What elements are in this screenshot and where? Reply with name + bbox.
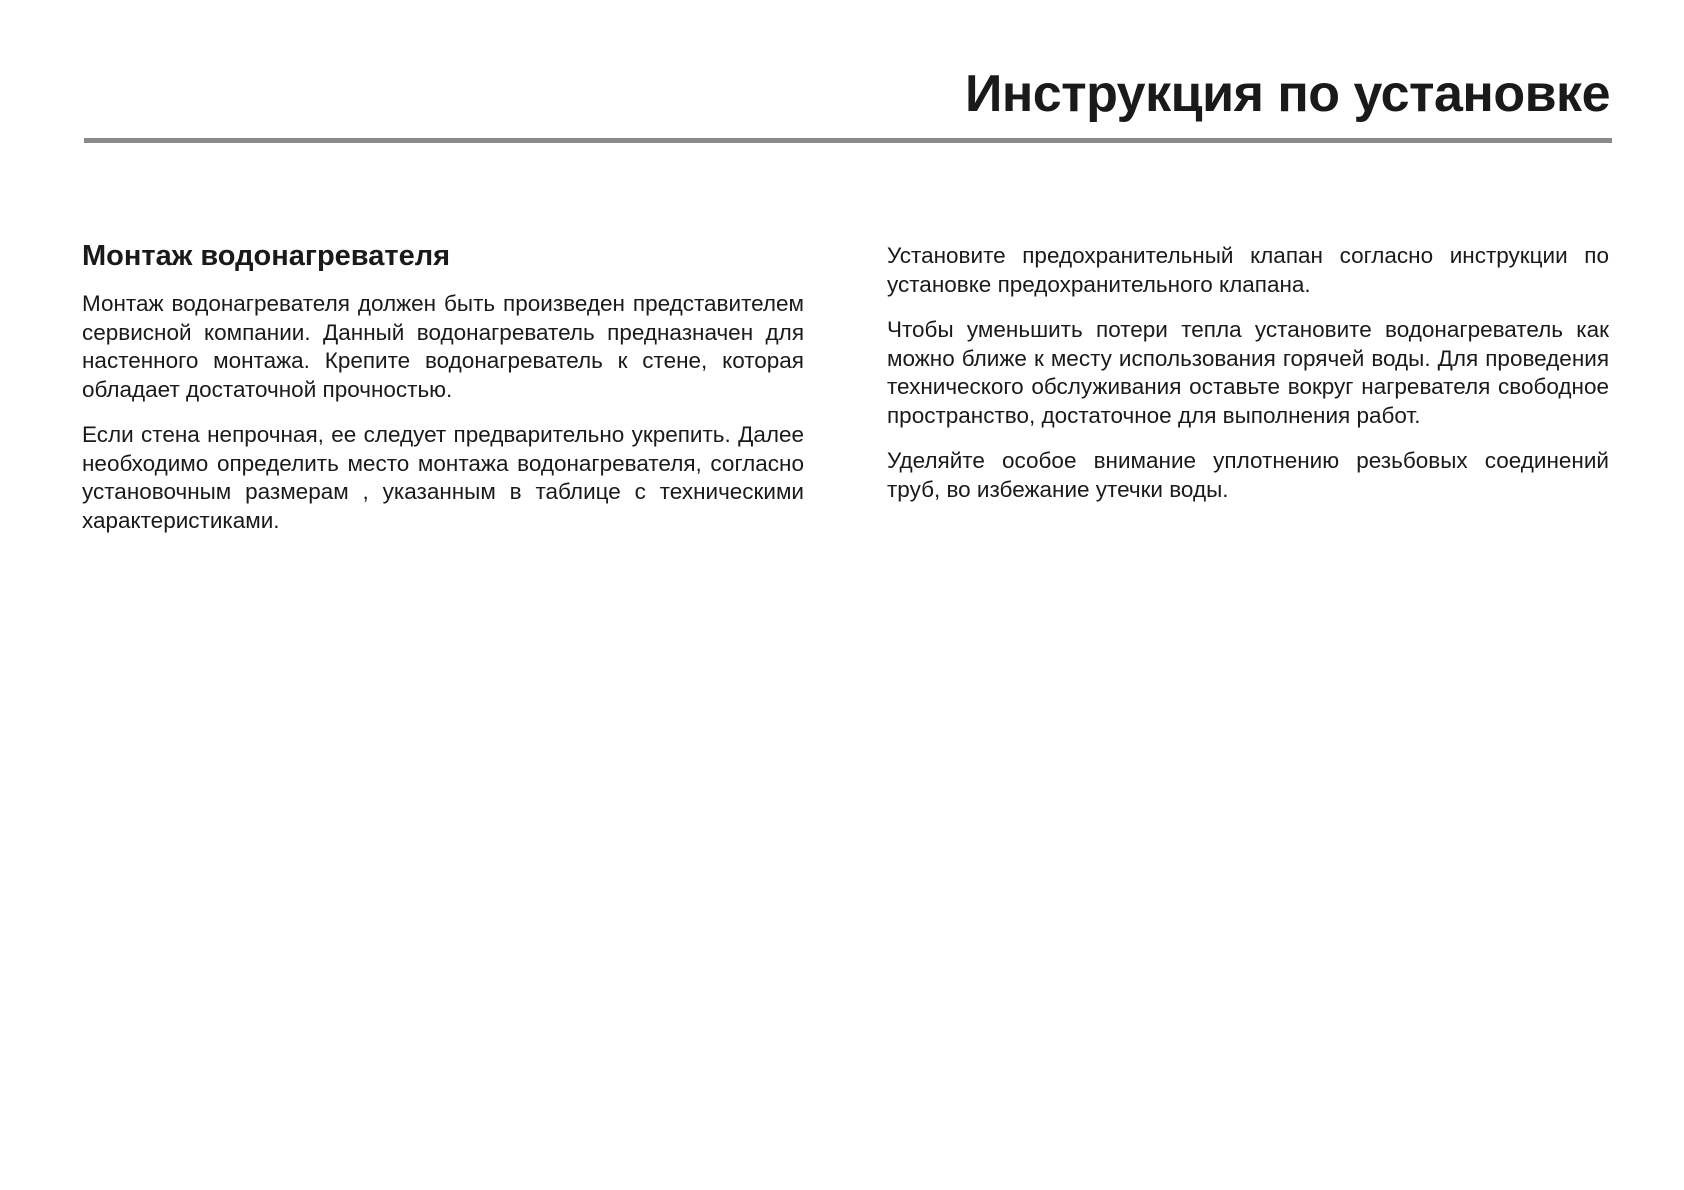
title-divider — [84, 138, 1612, 143]
paragraph-thread-sealing: Уделяйте особое внимание уплотнению резьбовых соединений труб, во избежание утечки воды. — [887, 448, 1609, 502]
paragraph-safety-valve: Установите предохранительный клапан согласно инструкции по установке предохранительного клапана. — [887, 243, 1609, 297]
paragraph-wall-strength: Если стена непрочная, ее следует предварительно укрепить. Далее необходимо определить место монтажа водонагревателя, согласно установочным размерам , указанным в таблице с техническими характеристиками. — [82, 422, 804, 533]
section-heading: Монтаж водонагревателя — [82, 240, 451, 272]
left-column — [82, 238, 804, 552]
page-title: Инструкция по установке — [964, 65, 1610, 123]
paragraph-heat-loss: Чтобы уменьшить потери тепла установите водонагреватель как можно ближе к месту использования горячей воды. Для проведения технического обслуживания оставьте вокруг нагревателя свободное пространство, достаточное для выполнения работ. — [887, 317, 1609, 428]
right-column — [887, 238, 1609, 521]
paragraph-installation-service: Монтаж водонагревателя должен быть произведен представителем сервисной компании. Данный водонагреватель предназначен для настенного монтажа. Крепите водонагреватель к стене, которая обладает достаточной прочностью. — [82, 291, 804, 402]
